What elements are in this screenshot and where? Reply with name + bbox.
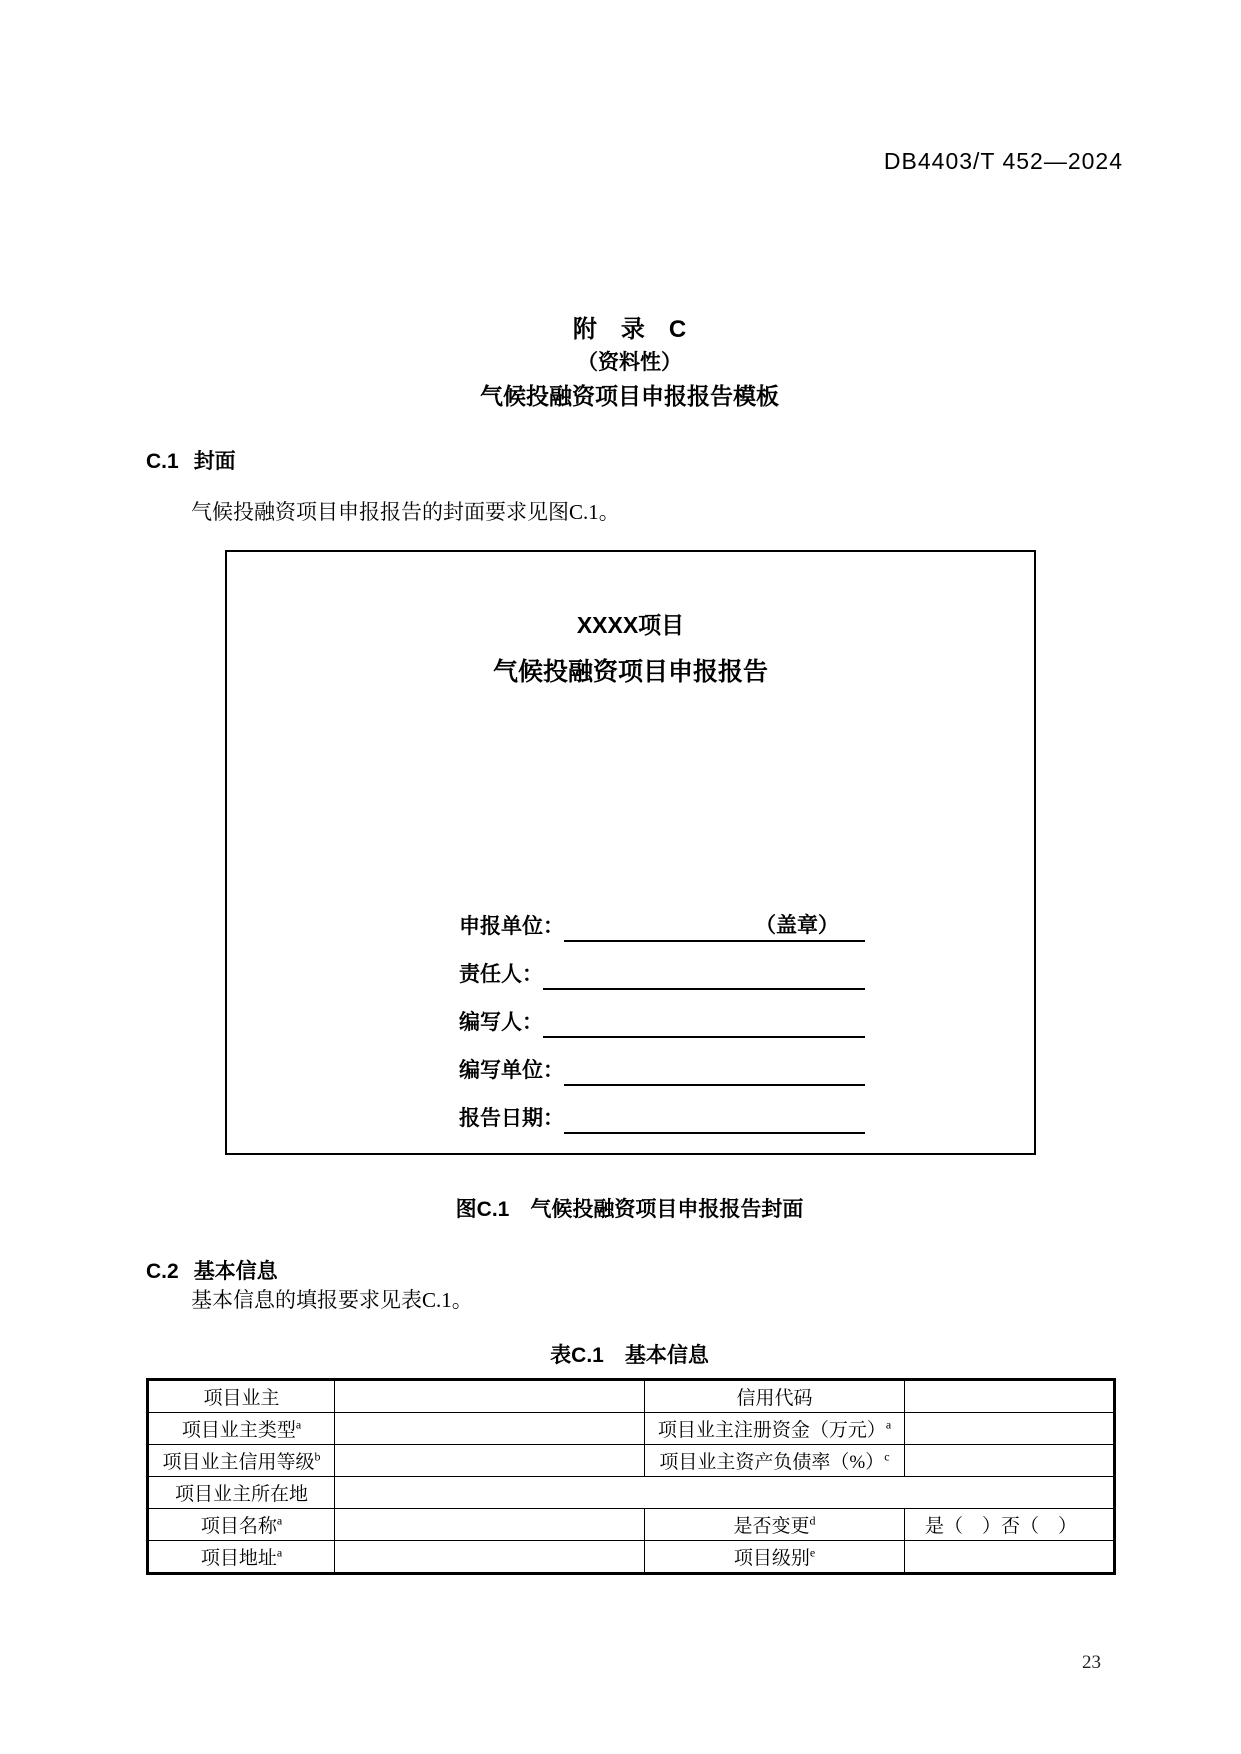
cover-form-label: 报告日期： xyxy=(459,1107,564,1130)
table-cell-blank xyxy=(335,1413,645,1445)
cover-form-row xyxy=(459,956,865,990)
cover-form xyxy=(459,908,865,1148)
footnote-marker: c xyxy=(884,1449,890,1464)
footnote-marker: a xyxy=(885,1417,892,1432)
figure-caption: 图C.1 气候投融资项目申报报告封面 xyxy=(455,1198,804,1221)
table-cell-label: 项目业主信用等级$^b$ xyxy=(148,1445,335,1477)
table-cell-blank xyxy=(335,1445,645,1477)
table-cell-label: 是否变更$^d$ xyxy=(645,1509,905,1541)
cover-form-underline xyxy=(564,1100,865,1134)
cover-form-row xyxy=(459,1100,865,1134)
section-c1-paragraph: 气候投融资项目申报报告的封面要求见图C.1。 xyxy=(191,500,620,524)
table-cell-blank xyxy=(335,1380,645,1413)
cover-form-label: 编写单位： xyxy=(459,1059,564,1082)
appendix-doc-title: 气候投融资项目申报报告模板 xyxy=(480,383,779,409)
table-row xyxy=(148,1445,1115,1477)
standard-code: DB4403/T 452—2024 xyxy=(883,148,1123,174)
table-cell-label: 项目业主所在地 xyxy=(148,1477,335,1509)
section-c1-heading xyxy=(146,450,236,474)
footnote-marker: b xyxy=(314,1449,321,1464)
table-cell-blank xyxy=(905,1445,1115,1477)
cover-report-title: 气候投融资项目申报报告 xyxy=(492,658,768,686)
table-row xyxy=(148,1477,1115,1509)
footnote-marker: d xyxy=(809,1513,816,1528)
table-cell-label: 信用代码 xyxy=(645,1380,905,1413)
cover-project-title: XXXX项目 xyxy=(576,612,685,638)
table-caption: 表C.1 基本信息 xyxy=(550,1344,709,1367)
cover-form-row xyxy=(459,1004,865,1038)
table-cell-blank xyxy=(905,1541,1115,1574)
section-c2-paragraph: 基本信息的填报要求见表C.1。 xyxy=(191,1288,473,1312)
appendix-label: 附 录 C xyxy=(572,316,687,343)
footnote-marker: a xyxy=(276,1513,283,1528)
table-row xyxy=(148,1541,1115,1574)
table-row xyxy=(148,1380,1115,1413)
table-row xyxy=(148,1413,1115,1445)
table-cell-blank xyxy=(335,1541,645,1574)
cover-form-label: 申报单位： xyxy=(459,915,564,938)
cover-form-underline xyxy=(543,1004,865,1038)
appendix-type-note: （资料性） xyxy=(577,351,682,374)
stamp-label: （盖章） xyxy=(755,914,839,937)
table-cell-label: 项目业主 xyxy=(148,1380,335,1413)
basic-info-table-body xyxy=(148,1380,1115,1574)
section-c2-title: 基本信息 xyxy=(193,1260,278,1283)
cover-form-row xyxy=(459,1052,865,1086)
cover-form-row xyxy=(459,908,865,942)
cover-form-underline xyxy=(564,908,865,942)
footnote-marker: a xyxy=(276,1545,283,1560)
table-row xyxy=(148,1509,1115,1541)
table-cell-label: 项目业主类型$^a$ xyxy=(148,1413,335,1445)
table-cell-blank xyxy=(905,1380,1115,1413)
section-c2-number: C.2 xyxy=(146,1260,179,1283)
section-c2-heading xyxy=(146,1260,278,1284)
footnote-marker: e xyxy=(809,1545,816,1560)
table-cell-label: 项目地址$^a$ xyxy=(148,1541,335,1574)
basic-info-table xyxy=(146,1378,1116,1575)
section-c1-number: C.1 xyxy=(146,450,179,473)
page-number: 23 xyxy=(1082,1652,1101,1673)
table-cell-blank xyxy=(335,1477,1115,1509)
cover-figure-box xyxy=(225,550,1036,1155)
appendix-title-block xyxy=(146,316,1113,409)
footnote-marker: a xyxy=(295,1417,302,1432)
cover-form-label: 责任人： xyxy=(459,963,543,986)
cover-form-label: 编写人： xyxy=(459,1011,543,1034)
table-cell-value: 是（ ）否（ ） xyxy=(905,1509,1115,1541)
cover-form-underline xyxy=(564,1052,865,1086)
table-cell-label: 项目名称$^a$ xyxy=(148,1509,335,1541)
table-cell-blank xyxy=(335,1509,645,1541)
table-cell-label: 项目业主资产负债率（%）$^c$ xyxy=(645,1445,905,1477)
section-c1-title: 封面 xyxy=(193,450,236,473)
table-cell-label: 项目级别$^e$ xyxy=(645,1541,905,1574)
table-cell-label: 项目业主注册资金（万元）$^a$ xyxy=(645,1413,905,1445)
cover-form-underline xyxy=(543,956,865,990)
table-cell-blank xyxy=(905,1413,1115,1445)
